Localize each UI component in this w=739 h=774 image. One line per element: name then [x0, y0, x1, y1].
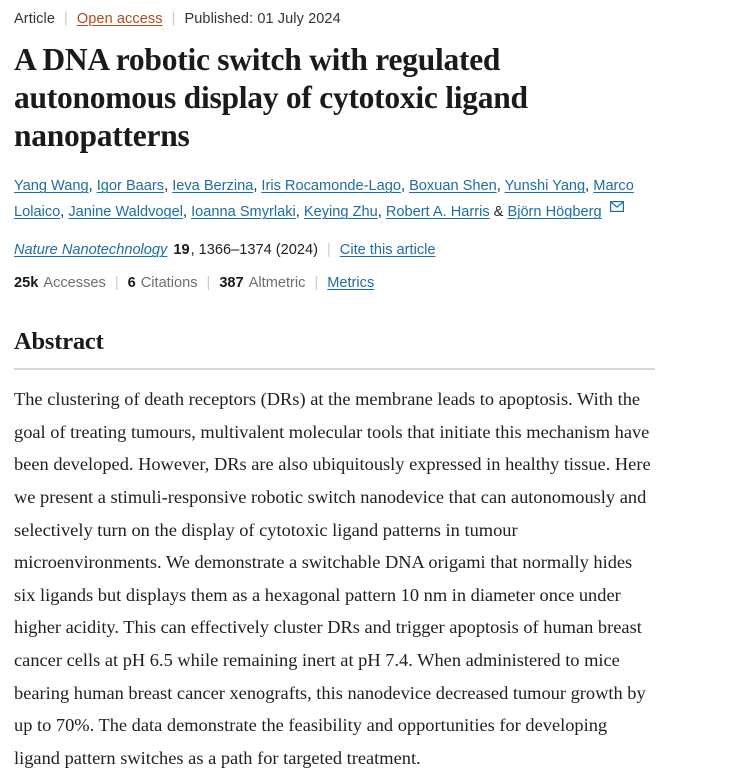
author-link[interactable]: Janine Waldvogel [68, 204, 184, 221]
page-title: A DNA robotic switch with regulated autonomous display of cytotoxic ligand nanopatterns [14, 42, 528, 153]
author-link[interactable]: Boxuan Shen [409, 178, 497, 195]
journal-citation [14, 242, 725, 258]
metrics-separator-1: | [114, 275, 119, 292]
author-link[interactable]: Keying Zhu [303, 204, 378, 221]
metrics-separator-2: | [206, 275, 211, 292]
author-delimiter: & [489, 204, 508, 221]
author-link[interactable]: Igor Baars [96, 178, 165, 195]
author-delimiter: , [183, 204, 192, 221]
metrics-separator-3: | [314, 275, 319, 292]
author-delimiter: , [253, 178, 262, 195]
metrics-link[interactable]: Metrics [327, 275, 375, 292]
article-type-label: Article [14, 11, 55, 27]
corresponding-author-link[interactable]: Björn Högberg [507, 204, 602, 221]
journal-name-link[interactable]: Nature Nanotechnology [14, 242, 168, 259]
author-delimiter: , [60, 204, 69, 221]
author-delimiter: , [377, 204, 386, 221]
citations-label: Citations [140, 275, 198, 292]
author-names-container [14, 178, 634, 220]
citations-count: 6 [127, 275, 136, 292]
author-delimiter: , [295, 204, 304, 221]
author-link[interactable]: Iris Rocamonde-Lago [261, 178, 401, 195]
abstract-text: The clustering of death receptors (DRs) at the membrane leads to apoptosis. With the goal of treating tumours, multivalent molecular tools that initiate this mechanism have been developed. However, DRs are also ubiquitously expressed in healthy tissue. Here we present a stimuli-responsive robotic switch nanodevice that can autonomously and selectively turn on the display of cytotoxic ligand patterns in tumour microenvironments. We demonstrate a switchable DNA origami that normally hides six ligands but displays them as a hexagonal pattern 10 nm in diameter once under higher acidity. This can effectively cluster DRs and trigger apoptosis of human breast cancer cells at pH 6.5 while remaining inert at pH 7.4. When administered to mice bearing human breast cancer xenografts, this nanodevice decreased tumour growth by up to 70%. The data demonstrate the feasibility and opportunities for developing ligand pattern switches as a path for targeted treatment. [14, 389, 651, 768]
author-delimiter: , [164, 178, 173, 195]
published-date: Published: 01 July 2024 [184, 11, 341, 27]
accesses-count: 25k [14, 275, 39, 292]
author-link[interactable]: Marco Lolaico [14, 178, 634, 221]
open-access-link[interactable]: Open access [76, 11, 163, 27]
author-link[interactable]: Yang Wang [14, 178, 89, 195]
page-range: , 1366–1374 (2024) [190, 242, 318, 259]
altmetric-label: Altmetric [248, 275, 306, 292]
altmetric-count: 387 [219, 275, 244, 292]
author-link[interactable]: Yunshi Yang [504, 178, 586, 195]
volume-number: 19 [173, 242, 190, 259]
author-link[interactable]: Ieva Berzina [172, 178, 254, 195]
abstract-divider [14, 368, 655, 370]
article-meta-bar [14, 0, 725, 27]
envelope-icon[interactable] [610, 201, 624, 212]
author-link[interactable]: Robert A. Harris [385, 204, 490, 221]
cite-this-article-link[interactable]: Cite this article [339, 242, 436, 259]
accesses-label: Accesses [43, 275, 106, 292]
author-delimiter: , [585, 178, 594, 195]
author-delimiter: , [496, 178, 505, 195]
author-list [14, 174, 654, 226]
meta-separator-1: | [64, 10, 68, 27]
citation-separator: | [326, 242, 331, 259]
author-delimiter: , [88, 178, 97, 195]
author-link[interactable]: Ioanna Smyrlaki [191, 204, 296, 221]
metrics-bar [14, 275, 725, 291]
author-delimiter: , [400, 178, 410, 195]
meta-separator-2: | [171, 10, 176, 27]
abstract-heading: Abstract [14, 328, 104, 356]
